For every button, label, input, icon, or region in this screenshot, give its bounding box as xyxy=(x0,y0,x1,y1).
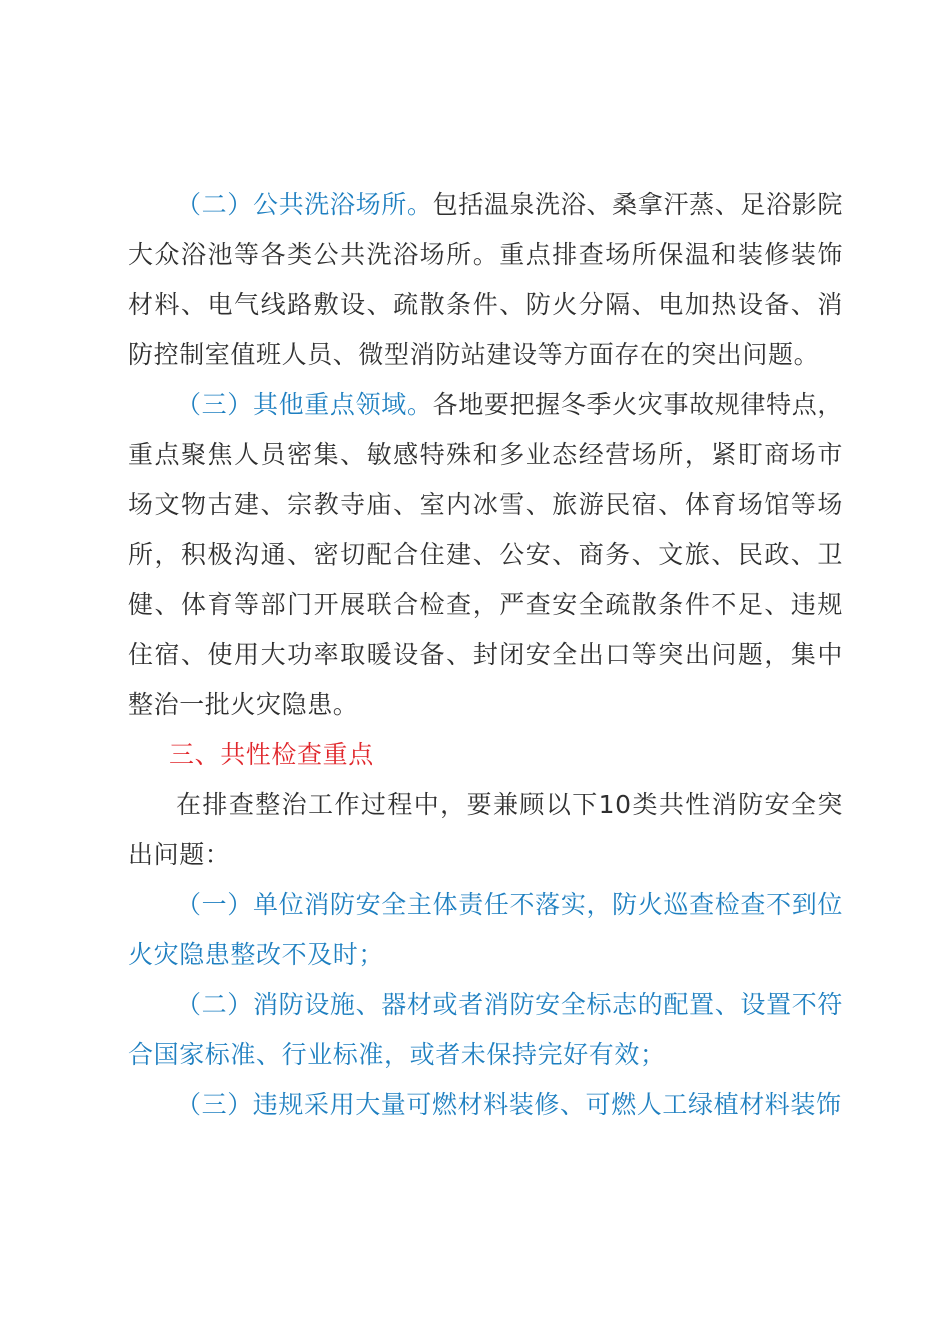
list-item-3: （三）违规采用大量可燃材料装修、可燃人工绿植材料装饰 xyxy=(176,1090,842,1119)
body-public-bathing: 包括温泉洗浴、桑拿汗蒸、足浴影院大众浴池等各类公共洗浴场所。重点排查场所保温和装修装饰材料、电气线路敷设、疏散条件、防火分隔、电加热设备、消防控制室值班人员、微型消防站建设等方面存在的突出问题。 xyxy=(128,190,843,369)
paragraph-public-bathing xyxy=(128,180,843,380)
body-other-areas: 各地要把握冬季火灾事故规律特点，重点聚焦人员密集、敏感特殊和多业态经营场所，紧盯商场市场文物古建、宗教寺庙、室内冰雪、旅游民宿、体育场馆等场所，积极沟通、密切配合住建、公安、商务、文旅、民政、卫健、体育等部门开展联合检查，严查安全疏散条件不足、违规住宿、使用大功率取暖设备、封闭安全出口等突出问题，集中整治一批火灾隐患。 xyxy=(128,390,843,719)
list-item-1: （一）单位消防安全主体责任不落实，防火巡查检查不到位火灾隐患整改不及时； xyxy=(128,890,843,969)
paragraph-other-areas xyxy=(128,380,843,730)
section-title-common-checks: 三、共性检查重点 xyxy=(169,740,374,769)
document-page xyxy=(128,180,843,1130)
list-item-2: （二）消防设施、器材或者消防安全标志的配置、设置不符合国家标准、行业标准，或者未保持完好有效； xyxy=(128,990,843,1069)
subheading-other-areas: （三）其他重点领域。 xyxy=(176,390,433,419)
subheading-public-bathing: （二）公共洗浴场所。 xyxy=(176,190,433,219)
paragraph-common-intro: 在排查整治工作过程中，要兼顾以下10类共性消防安全突出问题： xyxy=(128,790,843,869)
